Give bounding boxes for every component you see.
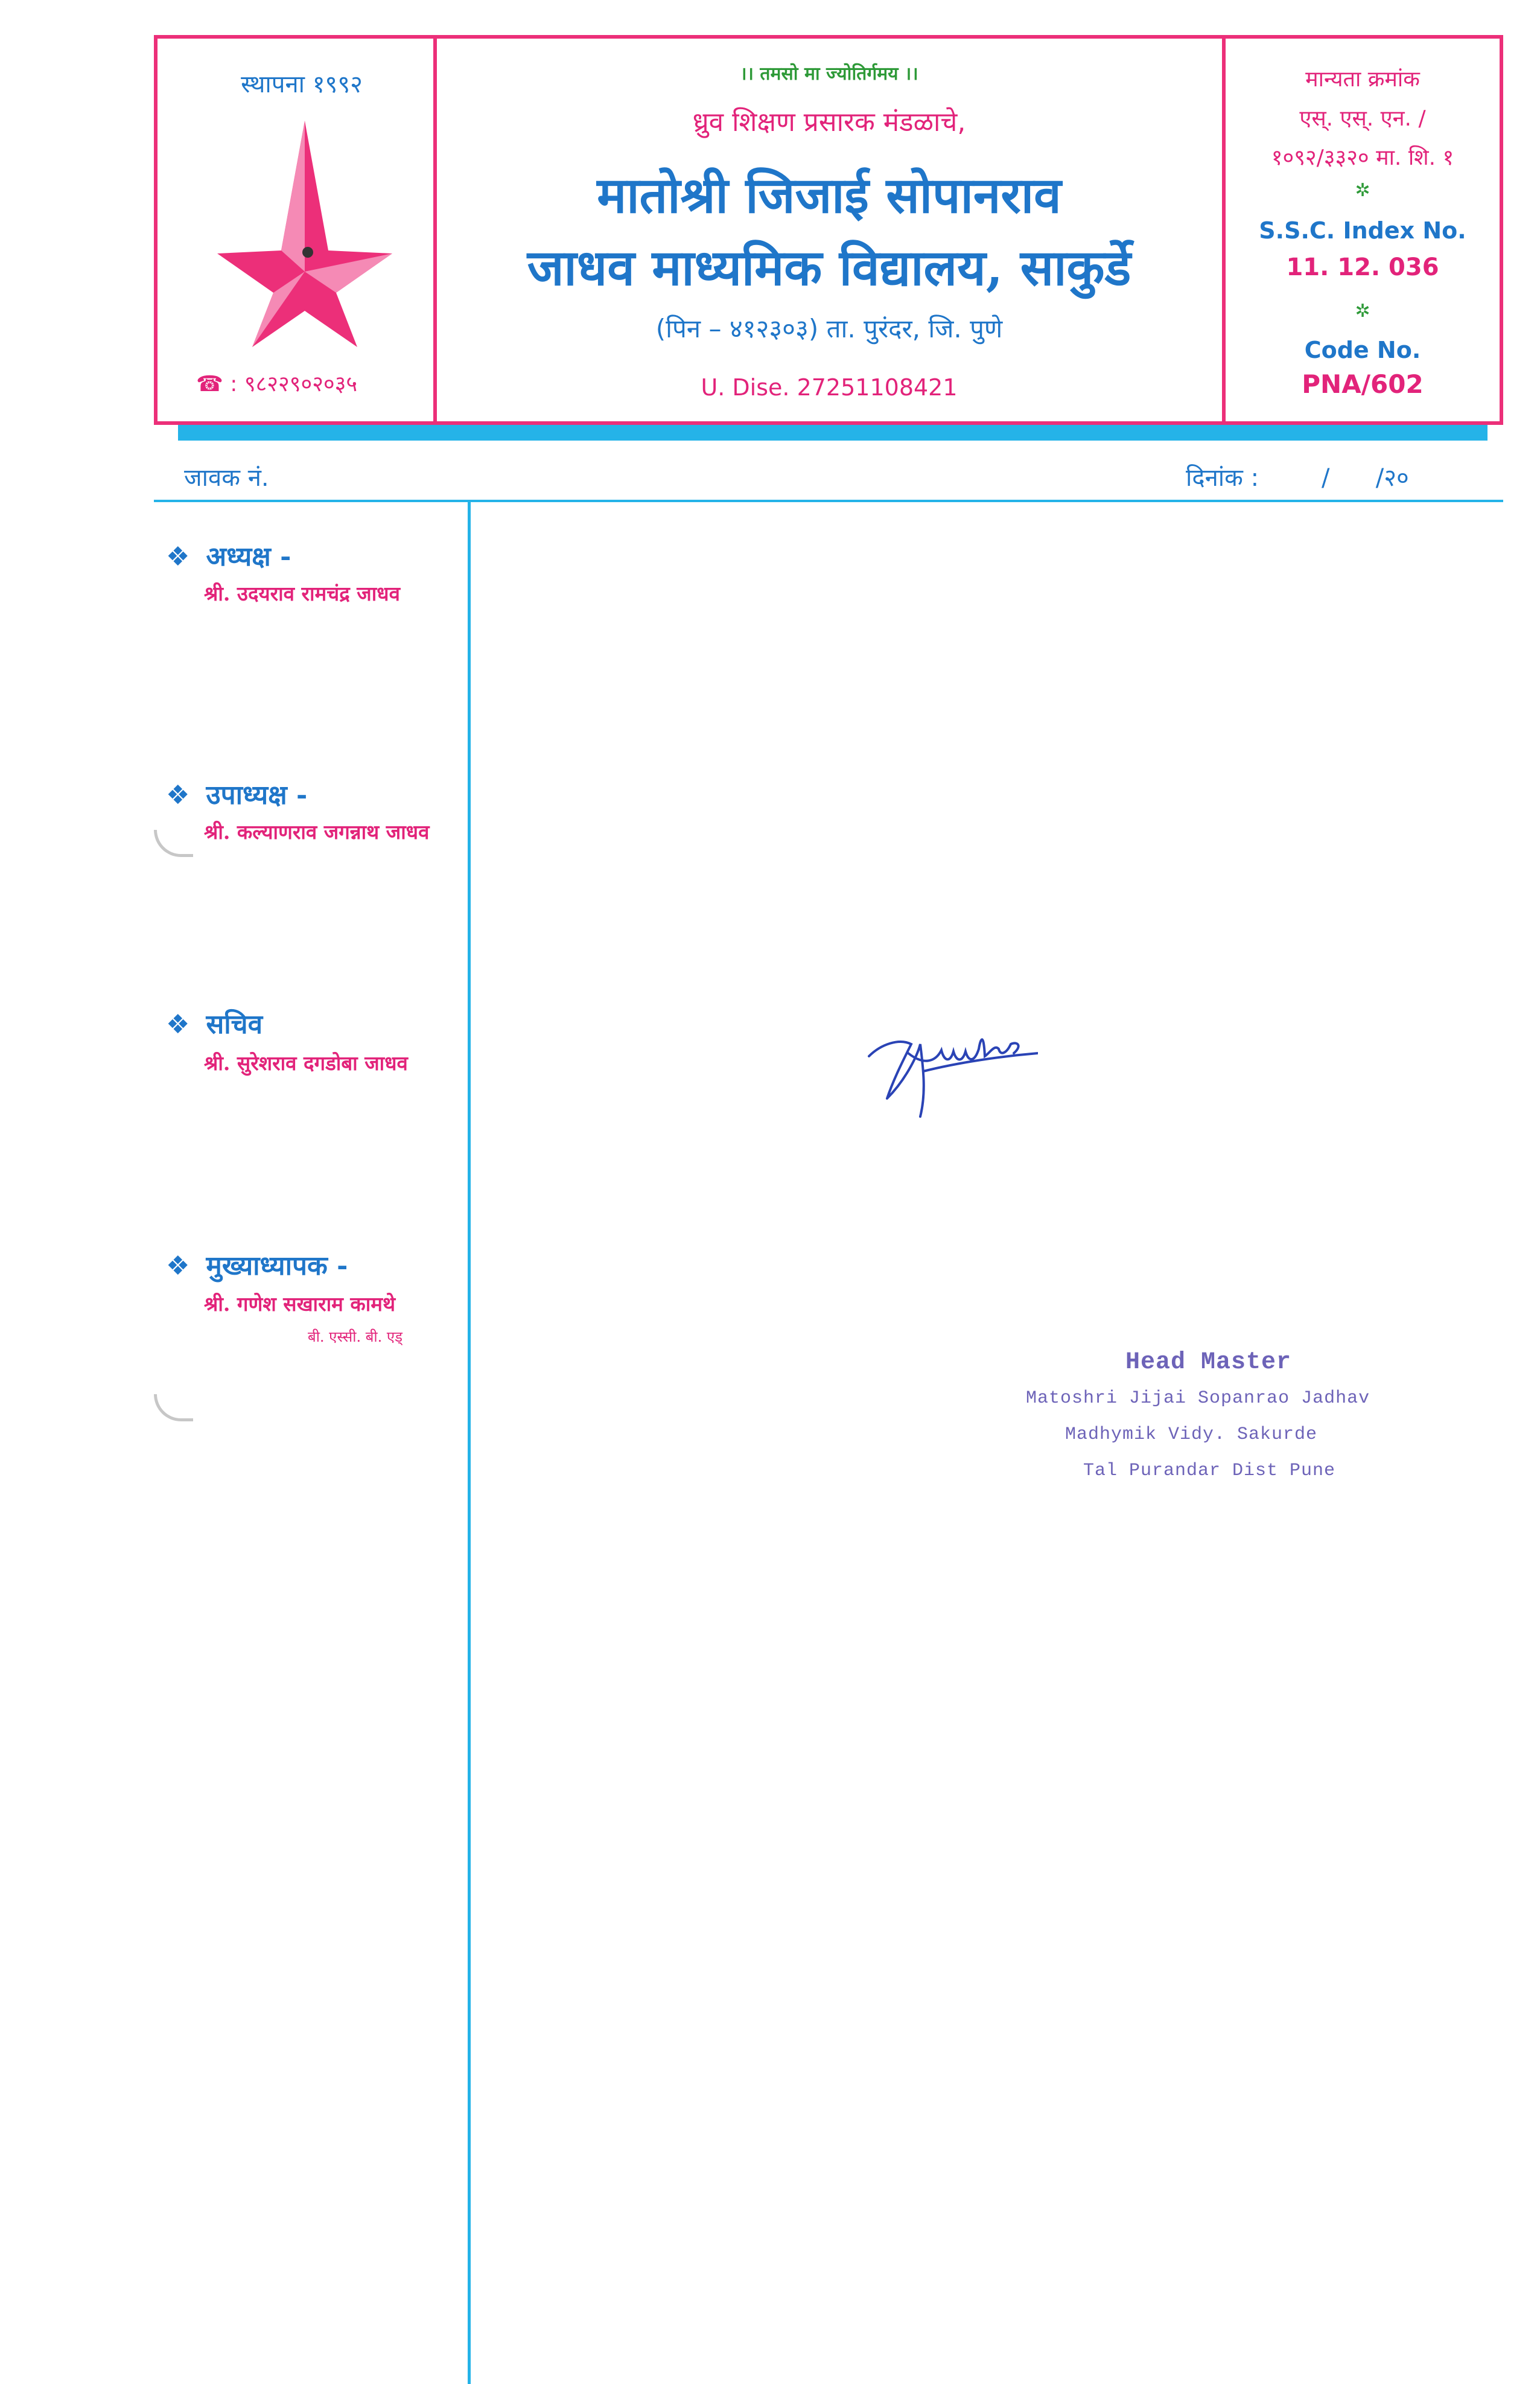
person-name: श्री. उदयराव रामचंद्र जाधव: [204, 582, 400, 605]
role-title: सचिव: [206, 1009, 263, 1040]
role-title: अध्यक्ष -: [206, 541, 291, 572]
bullet-icon: ❖: [166, 780, 190, 811]
date-label: दिनांक :: [1186, 464, 1259, 492]
phone-number: : ९८२२९०२०३५: [230, 372, 358, 397]
person-name: श्री. सुरेशराव दगडोबा जाधव: [204, 1051, 408, 1075]
founded-year: स्थापना १९९२: [241, 71, 363, 98]
person-name: श्री. गणेश सखाराम कामथे: [204, 1292, 396, 1316]
date-value: / /२०: [1322, 464, 1409, 492]
code-value: PNA/602: [1302, 369, 1424, 399]
bullet-icon: ❖: [166, 1251, 190, 1281]
school-name-line1: मातोश्री जिजाई सोपानराव: [597, 167, 1061, 225]
code-label: Code No.: [1304, 337, 1421, 363]
ssc-index-label: S.S.C. Index No.: [1259, 217, 1466, 244]
bullet-icon: ❖: [166, 541, 190, 572]
horizontal-rule: [154, 500, 1503, 502]
bullet-icon: ❖: [166, 1009, 190, 1040]
phone-line: [196, 368, 357, 398]
punch-hole-mark: [154, 1394, 193, 1421]
punch-hole-mark: [154, 830, 193, 857]
star-separator-icon: ✲: [1355, 301, 1370, 322]
stamp-title: Head Master: [1125, 1349, 1292, 1376]
ssc-index-value: 11. 12. 036: [1286, 253, 1439, 281]
header-blue-band: [178, 425, 1488, 441]
sidebar-entry-headmaster: [166, 1246, 348, 1283]
signature: [845, 1020, 1038, 1123]
school-star-logo: [217, 121, 392, 347]
vertical-rule: [468, 501, 471, 2384]
phone-icon: ☎: [196, 372, 223, 397]
recognition-label: मान्यता क्रमांक: [1305, 67, 1420, 92]
school-name-line2: जाधव माध्यमिक विद्यालय, साकुर्डे: [527, 239, 1131, 297]
sidebar-entry-secretary: [166, 1005, 262, 1041]
qualification: बी. एस्सी. बी. एड्: [308, 1328, 403, 1345]
recognition-line2: १०९२/३३२० मा. शि. १: [1271, 145, 1454, 170]
stamp-line: Tal Purandar Dist Pune: [1083, 1461, 1336, 1481]
sidebar-entry-president: [166, 537, 291, 573]
school-address: (पिन – ४१२३०३) ता. पुरंदर, जि. पुणे: [655, 314, 1003, 343]
stamp-line: Matoshri Jijai Sopanrao Jadhav: [1026, 1388, 1370, 1409]
role-title: मुख्याध्यापक -: [206, 1251, 348, 1281]
person-name: श्री. कल्याणराव जगन्नाथ जाधव: [204, 820, 430, 844]
udise-number: U. Dise. 27251108421: [701, 374, 958, 401]
role-title: उपाध्यक्ष -: [206, 780, 308, 811]
star-separator-icon: ✲: [1355, 180, 1370, 201]
recognition-line1: एस्. एस्. एन. /: [1299, 106, 1426, 131]
stamp-line: Madhymik Vidy. Sakurde: [1065, 1424, 1318, 1445]
header-divider-left: [433, 35, 437, 425]
motto: ।। तमसो मा ज्योतिर्गमय ।।: [740, 63, 918, 84]
society-name: ध्रुव शिक्षण प्रसारक मंडळाचे,: [692, 107, 966, 138]
sidebar-entry-vice-president: [166, 776, 307, 812]
outward-number-label: जावक नं.: [184, 464, 269, 492]
